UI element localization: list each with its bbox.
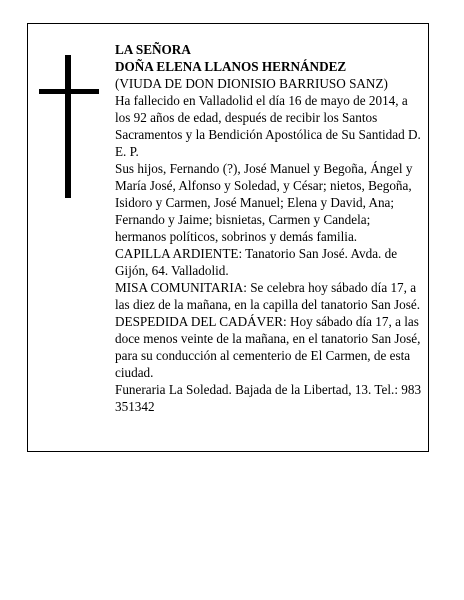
obituary-card xyxy=(27,23,429,452)
family-paragraph: Sus hijos, Fernando (?), José Manuel y Begoña, Ángel y María José, Alfonso y Soledad, y César; nietos, Begoña, Isidoro y Carmen, José Manuel; Elena y David, Ana; Fernando y Jaime; bisnietas, Carmen y Candela; hermanos políticos, sobrinos y demás familia. xyxy=(115,161,413,244)
mass-paragraph: MISA COMUNITARIA: Se celebra hoy sábado día 17, a las diez de la mañana, en la capilla del tanatorio San José. xyxy=(115,280,421,312)
funeral-home-paragraph: Funeraria La Soledad. Bajada de la Libertad, 13. Tel.: 983 351342 xyxy=(115,382,422,414)
widow-line: (VIUDA DE DON DIONISIO BARRIUSO SANZ) xyxy=(115,76,388,91)
cross-horizontal-bar xyxy=(39,89,99,94)
cross-vertical-bar xyxy=(65,55,71,198)
latin-cross-icon xyxy=(39,55,99,198)
chapel-paragraph: CAPILLA ARDIENTE: Tanatorio San José. Avda. de Gijón, 64. Valladolid. xyxy=(115,246,398,278)
death-paragraph: Ha fallecido en Valladolid el día 16 de mayo de 2014, a los 92 años de edad, después de recibir los Santos Sacramentos y la Bendición Apostólica de Su Santidad D. E. P. xyxy=(115,93,421,159)
obituary-text xyxy=(115,41,423,415)
farewell-paragraph: DESPEDIDA DEL CADÁVER: Hoy sábado día 17, a las doce menos veinte de la mañana, en el tanatorio San José, para su conducción al cementerio de El Carmen, de esta ciudad. xyxy=(115,314,421,380)
notice-heading: LA SEÑORA xyxy=(115,42,191,57)
deceased-name: DOÑA ELENA LLANOS HERNÁNDEZ xyxy=(115,59,347,74)
